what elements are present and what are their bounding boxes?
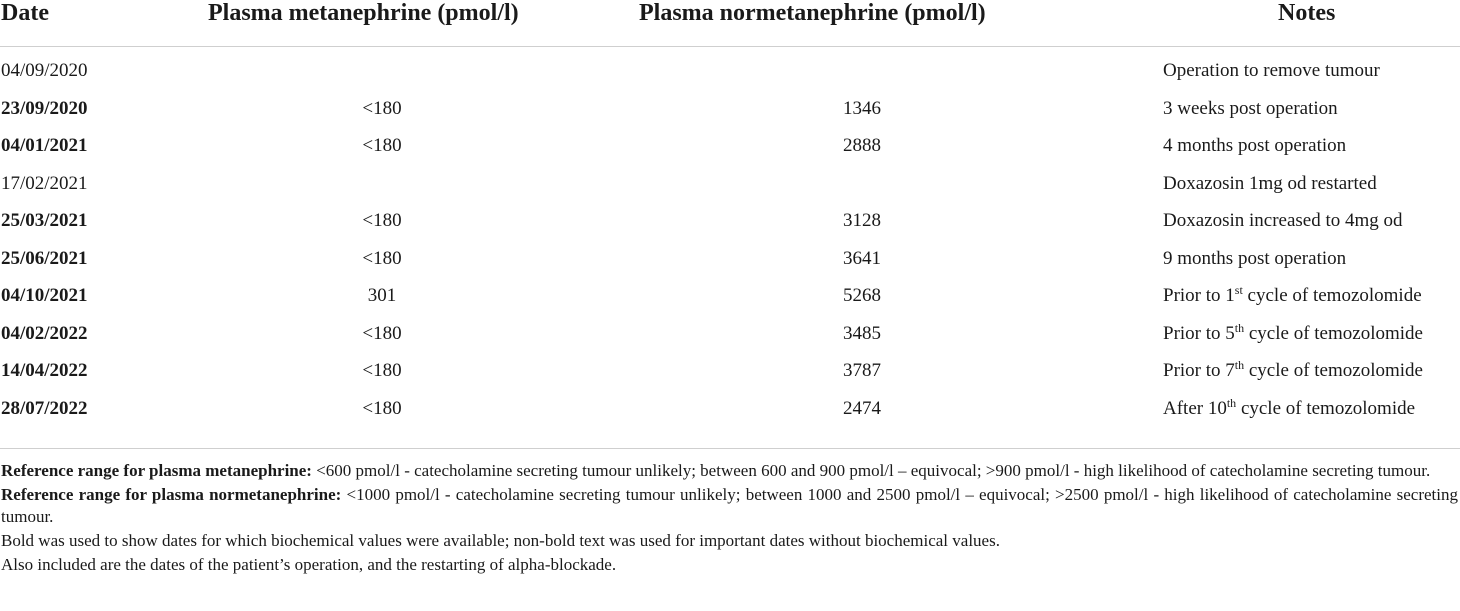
header-date: Date <box>1 0 49 26</box>
footnote-label: Reference range for plasma metanephrine: <box>1 461 312 480</box>
header-metanephrine: Plasma metanephrine (pmol/l) <box>208 0 519 26</box>
cell-metanephrine: <180 <box>362 135 402 156</box>
cell-date: 25/06/2021 <box>1 247 88 269</box>
note-ordinal-suffix: th <box>1234 358 1245 372</box>
cell-normetanephrine: 3128 <box>843 210 881 231</box>
note-text-continued: cycle of temozolomide <box>1236 397 1416 419</box>
note-text: Prior to 7 <box>1163 360 1235 381</box>
cell-notes <box>1163 60 1380 82</box>
table-row <box>0 285 1460 323</box>
cell-metanephrine: <180 <box>362 397 402 419</box>
table-row <box>0 248 1460 286</box>
cell-date: 23/09/2020 <box>1 97 88 119</box>
note-text: Doxazosin increased to 4mg od <box>1163 210 1403 231</box>
note-text: Operation to remove tumour <box>1163 60 1380 81</box>
table-row <box>0 210 1460 248</box>
note-text: Prior to 5 <box>1163 322 1235 344</box>
cell-normetanephrine: 5268 <box>843 285 881 306</box>
footnote-bold-explanation: Bold was used to show dates for which biochemical values were available; non-bold text was used for important dates without biochemical values. <box>1 531 1000 550</box>
table-bottom-rule <box>0 448 1460 449</box>
cell-notes <box>1163 248 1346 270</box>
cell-date: 25/03/2021 <box>1 210 88 231</box>
cell-notes <box>1163 210 1403 232</box>
cell-date: 17/02/2021 <box>1 172 88 194</box>
data-table <box>0 0 1460 47</box>
note-text: Prior to 1 <box>1163 285 1235 306</box>
note-ordinal-suffix: st <box>1234 283 1243 297</box>
note-text: After 10 <box>1163 397 1227 419</box>
table-row <box>0 135 1460 173</box>
table-body <box>0 60 1460 435</box>
cell-normetanephrine: 3485 <box>843 322 881 344</box>
footnote-label: Reference range for plasma normetanephrine: <box>1 485 342 504</box>
cell-normetanephrine: 3787 <box>843 360 881 381</box>
header-notes: Notes <box>1278 0 1336 26</box>
cell-date: 04/01/2021 <box>1 135 88 156</box>
note-text-continued: cycle of temozolomide <box>1244 322 1423 344</box>
note-ordinal-suffix: th <box>1226 395 1237 410</box>
table-header-row <box>0 0 1460 47</box>
table-row <box>0 60 1460 98</box>
note-text: Doxazosin 1mg od restarted <box>1163 172 1377 194</box>
cell-notes <box>1163 285 1422 307</box>
cell-date: 14/04/2022 <box>1 360 88 381</box>
cell-notes <box>1163 135 1346 157</box>
cell-notes <box>1163 320 1423 345</box>
cell-date: 28/07/2022 <box>1 397 88 419</box>
cell-normetanephrine: 3641 <box>843 247 881 269</box>
note-text: 3 weeks post operation <box>1163 97 1338 119</box>
cell-normetanephrine: 2888 <box>843 135 881 156</box>
cell-normetanephrine: 1346 <box>843 97 881 119</box>
cell-metanephrine: <180 <box>362 322 402 344</box>
note-text-continued: cycle of temozolomide <box>1244 360 1423 381</box>
cell-notes <box>1163 173 1377 195</box>
footnote-text: <1000 pmol/l - catecholamine secreting tumour unlikely; between 1000 and 2500 pmol/l – equivocal; >2500 pmol/l - high likelihood of catecholamine secreting tumour. <box>1 485 1458 526</box>
cell-metanephrine: <180 <box>362 210 402 231</box>
cell-metanephrine: <180 <box>362 360 402 381</box>
footnote-metanephrine-range <box>1 460 1458 482</box>
note-text: 9 months post operation <box>1163 247 1347 269</box>
cell-date: 04/02/2022 <box>1 322 88 344</box>
table-row <box>0 395 1460 436</box>
table-row <box>0 98 1460 136</box>
cell-notes <box>1163 98 1338 120</box>
note-ordinal-suffix: th <box>1234 320 1245 335</box>
header-normetanephrine: Plasma normetanephrine (pmol/l) <box>639 0 986 26</box>
footnote-text: <600 pmol/l - catecholamine secreting tumour unlikely; between 600 and 900 pmol/l – equivocal; >900 pmol/l - high likelihood of catecholamine secreting tumour. <box>311 461 1431 480</box>
note-text-continued: cycle of temozolomide <box>1242 285 1422 306</box>
cell-notes <box>1163 360 1423 382</box>
note-text: 4 months post operation <box>1163 135 1347 156</box>
footnote-normetanephrine-range <box>1 484 1458 528</box>
cell-metanephrine: 301 <box>367 285 397 306</box>
cell-normetanephrine: 2474 <box>843 397 881 419</box>
table-row <box>0 320 1460 361</box>
table-row <box>0 173 1460 211</box>
footnote-also-included: Also included are the dates of the patient’s operation, and the restarting of alpha-blockade. <box>1 555 617 574</box>
cell-metanephrine: <180 <box>362 97 402 119</box>
cell-date: 04/10/2021 <box>1 285 88 306</box>
cell-notes <box>1163 395 1416 420</box>
cell-date: 04/09/2020 <box>1 60 88 81</box>
cell-metanephrine: <180 <box>362 247 402 269</box>
table-footnotes <box>1 460 1458 578</box>
table-row <box>0 360 1460 398</box>
